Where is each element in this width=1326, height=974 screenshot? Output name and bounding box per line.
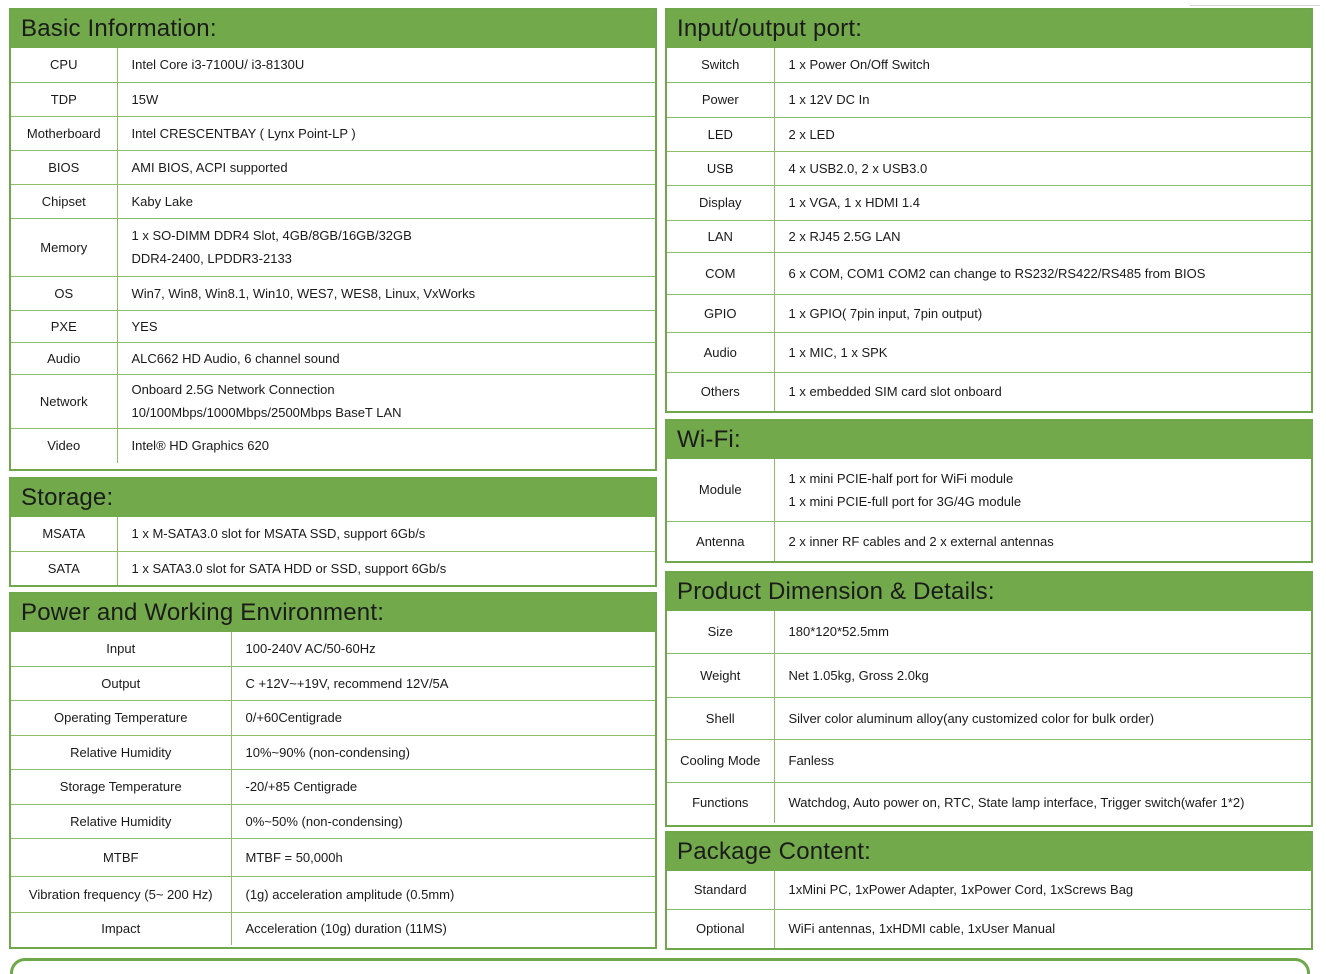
spec-row bbox=[667, 871, 1311, 909]
spec-row bbox=[667, 611, 1311, 653]
spec-value-line: 2 x LED bbox=[788, 126, 835, 142]
package-content-table bbox=[667, 871, 1311, 948]
power-environment-panel bbox=[9, 592, 657, 949]
spec-value bbox=[774, 185, 1311, 220]
basic-information-table bbox=[11, 48, 655, 463]
spec-value-line: WiFi antennas, 1xHDMI cable, 1xUser Manual bbox=[788, 921, 1056, 937]
spec-label: MTBF bbox=[11, 838, 231, 876]
spec-label: Functions bbox=[667, 782, 774, 823]
spec-value bbox=[231, 632, 655, 666]
spec-value-line: Net 1.05kg, Gross 2.0kg bbox=[788, 667, 929, 683]
spec-label: Storage Temperature bbox=[11, 769, 231, 804]
spec-value-line: 15W bbox=[131, 91, 159, 107]
spec-row bbox=[11, 82, 655, 116]
spec-row bbox=[11, 838, 655, 876]
spec-value-line: Silver color aluminum alloy(any customized color for bulk order) bbox=[788, 710, 1155, 726]
spec-value-line: Watchdog, Auto power on, RTC, State lamp interface, Trigger switch(wafer 1*2) bbox=[788, 795, 1245, 811]
spec-value-line: 2 x RJ45 2.5G LAN bbox=[788, 228, 901, 244]
spec-row bbox=[667, 459, 1311, 521]
spec-row bbox=[667, 782, 1311, 823]
spec-row bbox=[11, 428, 655, 463]
wifi-table bbox=[667, 459, 1311, 561]
spec-row bbox=[11, 551, 655, 585]
spec-row bbox=[667, 220, 1311, 252]
spec-value-line: 0%~50% (non-condensing) bbox=[245, 813, 403, 829]
spec-value-line: (1g) acceleration amplitude (0.5mm) bbox=[245, 886, 455, 902]
bottom-decorative-border bbox=[10, 958, 1310, 974]
spec-value-line: Intel® HD Graphics 620 bbox=[131, 438, 269, 454]
spec-value bbox=[774, 372, 1311, 411]
spec-row bbox=[11, 912, 655, 945]
spec-row bbox=[667, 117, 1311, 151]
spec-value-line: 4 x USB2.0, 2 x USB3.0 bbox=[788, 160, 928, 176]
spec-value bbox=[231, 876, 655, 912]
spec-label: LED bbox=[667, 117, 774, 151]
spec-value-line: 0/+60Centigrade bbox=[245, 710, 342, 725]
spec-row bbox=[667, 48, 1311, 82]
storage-title: Storage: bbox=[11, 479, 655, 517]
spec-label: Output bbox=[11, 666, 231, 700]
spec-value-line: DDR4-2400, LPDDR3-2133 bbox=[131, 251, 292, 266]
spec-value-line: Fanless bbox=[788, 753, 835, 768]
spec-value bbox=[774, 117, 1311, 151]
spec-value bbox=[231, 912, 655, 945]
spec-row bbox=[11, 48, 655, 82]
spec-value bbox=[774, 459, 1311, 521]
spec-value bbox=[231, 735, 655, 769]
spec-row bbox=[11, 666, 655, 700]
spec-row bbox=[11, 184, 655, 218]
basic-information-title: Basic Information: bbox=[11, 10, 655, 48]
spec-row bbox=[667, 252, 1311, 294]
spec-value-line: Win7, Win8, Win8.1, Win10, WES7, WES8, Linux, VxWorks bbox=[131, 285, 476, 301]
spec-label: Shell bbox=[667, 697, 774, 739]
spec-row bbox=[11, 310, 655, 342]
spec-label: Antenna bbox=[667, 521, 774, 561]
spec-row bbox=[667, 653, 1311, 697]
spec-label: OS bbox=[11, 276, 117, 310]
spec-value-line: C +12V~+19V, recommend 12V/5A bbox=[245, 675, 449, 691]
spec-row bbox=[11, 374, 655, 428]
spec-value-line: 10%~90% (non-condensing) bbox=[245, 744, 410, 760]
spec-label: USB bbox=[667, 151, 774, 185]
spec-value bbox=[231, 769, 655, 804]
spec-label: Memory bbox=[11, 218, 117, 276]
spec-label: Audio bbox=[667, 332, 774, 372]
spec-label: MSATA bbox=[11, 517, 117, 551]
spec-label: Audio bbox=[11, 342, 117, 374]
spec-label: Vibration frequency (5~ 200 Hz) bbox=[11, 876, 231, 912]
spec-value bbox=[774, 653, 1311, 697]
spec-label: Power bbox=[667, 82, 774, 117]
spec-value-line: 1 x Power On/Off Switch bbox=[788, 57, 930, 73]
spec-label: GPIO bbox=[667, 294, 774, 332]
spec-row bbox=[11, 804, 655, 838]
spec-row bbox=[11, 632, 655, 666]
spec-value-line: 1 x M-SATA3.0 slot for MSATA SSD, support 6Gb/s bbox=[131, 526, 426, 542]
spec-value bbox=[774, 739, 1311, 782]
spec-value-line: 1 x MIC, 1 x SPK bbox=[788, 344, 888, 360]
spec-label: Video bbox=[11, 428, 117, 463]
spec-row bbox=[11, 276, 655, 310]
spec-value-line: 100-240V AC/50-60Hz bbox=[245, 641, 376, 657]
spec-row bbox=[11, 342, 655, 374]
spec-value bbox=[774, 909, 1311, 948]
package-content-panel bbox=[665, 831, 1313, 950]
spec-row bbox=[667, 909, 1311, 948]
spec-value-line: Intel CRESCENTBAY ( Lynx Point-LP ) bbox=[131, 125, 356, 141]
spec-label: Relative Humidity bbox=[11, 735, 231, 769]
spec-label: Others bbox=[667, 372, 774, 411]
spec-label: Standard bbox=[667, 871, 774, 909]
spec-value bbox=[774, 294, 1311, 332]
spec-row bbox=[11, 218, 655, 276]
spec-value-line: Intel Core i3-7100U/ i3-8130U bbox=[131, 57, 305, 73]
io-port-panel bbox=[665, 8, 1313, 413]
storage-panel bbox=[9, 477, 657, 587]
spec-row bbox=[667, 151, 1311, 185]
spec-row bbox=[11, 876, 655, 912]
spec-label: Input bbox=[11, 632, 231, 666]
spec-label: Operating Temperature bbox=[11, 700, 231, 735]
spec-row bbox=[667, 697, 1311, 739]
spec-label: TDP bbox=[11, 82, 117, 116]
spec-value-line: 1 x 12V DC In bbox=[788, 92, 870, 107]
spec-value bbox=[231, 804, 655, 838]
spec-value-line: 1 x embedded SIM card slot onboard bbox=[788, 384, 1002, 400]
spec-label: Cooling Mode bbox=[667, 739, 774, 782]
spec-row bbox=[667, 332, 1311, 372]
io-port-title: Input/output port: bbox=[667, 10, 1311, 48]
spec-row bbox=[667, 739, 1311, 782]
io-port-table bbox=[667, 48, 1311, 411]
spec-value bbox=[774, 82, 1311, 117]
spec-value bbox=[117, 374, 655, 428]
spec-value bbox=[117, 184, 655, 218]
spec-value-line: 1 x mini PCIE-half port for WiFi module bbox=[788, 470, 1014, 486]
spec-row bbox=[11, 735, 655, 769]
spec-value bbox=[774, 220, 1311, 252]
wifi-title: Wi-Fi: bbox=[667, 421, 1311, 459]
spec-value-line: ALC662 HD Audio, 6 channel sound bbox=[131, 350, 340, 366]
spec-value-line: 1 x GPIO( 7pin input, 7pin output) bbox=[788, 305, 983, 321]
spec-label: LAN bbox=[667, 220, 774, 252]
spec-value bbox=[117, 218, 655, 276]
power-environment-table bbox=[11, 632, 655, 945]
spec-value bbox=[774, 871, 1311, 909]
spec-value-line: Onboard 2.5G Network Connection bbox=[131, 382, 335, 397]
spec-label: Weight bbox=[667, 653, 774, 697]
spec-value bbox=[231, 666, 655, 700]
spec-value bbox=[117, 428, 655, 463]
spec-value bbox=[117, 342, 655, 374]
spec-label: Size bbox=[667, 611, 774, 653]
spec-row bbox=[667, 521, 1311, 561]
spec-value-line: Kaby Lake bbox=[131, 193, 193, 209]
spec-value-line: 10/100Mbps/1000Mbps/2500Mbps BaseT LAN bbox=[131, 405, 402, 420]
spec-label: Relative Humidity bbox=[11, 804, 231, 838]
spec-row bbox=[11, 116, 655, 150]
spec-label: PXE bbox=[11, 310, 117, 342]
storage-table bbox=[11, 517, 655, 585]
spec-value bbox=[117, 116, 655, 150]
product-dimension-panel bbox=[665, 571, 1313, 827]
spec-value-line: 1 x SO-DIMM DDR4 Slot, 4GB/8GB/16GB/32GB bbox=[131, 228, 412, 243]
spec-value bbox=[231, 700, 655, 735]
spec-value bbox=[117, 517, 655, 551]
spec-value bbox=[774, 252, 1311, 294]
spec-value-line: 180*120*52.5mm bbox=[788, 624, 889, 640]
spec-value-line: 1 x SATA3.0 slot for SATA HDD or SSD, support 6Gb/s bbox=[131, 560, 447, 576]
wifi-panel bbox=[665, 419, 1313, 563]
product-dimension-title: Product Dimension & Details: bbox=[667, 573, 1311, 611]
spec-value-line: 6 x COM, COM1 COM2 can change to RS232/RS422/RS485 from BIOS bbox=[788, 265, 1206, 281]
spec-label: Impact bbox=[11, 912, 231, 945]
spec-value bbox=[774, 151, 1311, 185]
power-environment-title: Power and Working Environment: bbox=[11, 594, 655, 632]
spec-label: COM bbox=[667, 252, 774, 294]
product-dimension-table bbox=[667, 611, 1311, 823]
spec-label: Module bbox=[667, 459, 774, 521]
spec-value-line: -20/+85 Centigrade bbox=[245, 779, 358, 794]
spec-value-line: 1 x mini PCIE-full port for 3G/4G module bbox=[788, 493, 1022, 509]
spec-row bbox=[667, 372, 1311, 411]
spec-label: Motherboard bbox=[11, 116, 117, 150]
spec-label: CPU bbox=[11, 48, 117, 82]
spec-row bbox=[667, 82, 1311, 117]
spec-row bbox=[667, 294, 1311, 332]
spec-value-line: Acceleration (10g) duration (11MS) bbox=[245, 921, 447, 937]
spec-value bbox=[117, 310, 655, 342]
spec-label: Switch bbox=[667, 48, 774, 82]
spec-value bbox=[231, 838, 655, 876]
spec-value bbox=[117, 48, 655, 82]
spec-value-line: YES bbox=[131, 318, 158, 334]
spec-value bbox=[117, 276, 655, 310]
package-content-title: Package Content: bbox=[667, 833, 1311, 871]
spec-value-line: 2 x inner RF cables and 2 x external antennas bbox=[788, 533, 1054, 549]
spec-row bbox=[11, 700, 655, 735]
basic-information-panel bbox=[9, 8, 657, 471]
spec-row bbox=[11, 517, 655, 551]
spec-label: Optional bbox=[667, 909, 774, 948]
spec-row bbox=[11, 769, 655, 804]
spec-value-line: AMI BIOS, ACPI supported bbox=[131, 159, 288, 175]
spec-value bbox=[774, 521, 1311, 561]
page-corner-rule bbox=[1190, 0, 1320, 6]
spec-label: Network bbox=[11, 374, 117, 428]
spec-value-line: 1xMini PC, 1xPower Adapter, 1xPower Cord, 1xScrews Bag bbox=[788, 882, 1134, 898]
spec-label: SATA bbox=[11, 551, 117, 585]
spec-value bbox=[117, 150, 655, 184]
spec-label: BIOS bbox=[11, 150, 117, 184]
spec-label: Display bbox=[667, 185, 774, 220]
spec-value bbox=[774, 611, 1311, 653]
spec-row bbox=[667, 185, 1311, 220]
spec-value-line: 1 x VGA, 1 x HDMI 1.4 bbox=[788, 195, 920, 210]
spec-value bbox=[774, 697, 1311, 739]
spec-value bbox=[774, 332, 1311, 372]
spec-value bbox=[774, 782, 1311, 823]
spec-label: Chipset bbox=[11, 184, 117, 218]
spec-row bbox=[11, 150, 655, 184]
spec-value bbox=[774, 48, 1311, 82]
spec-value bbox=[117, 82, 655, 116]
spec-value bbox=[117, 551, 655, 585]
spec-value-line: MTBF = 50,000h bbox=[245, 849, 343, 865]
